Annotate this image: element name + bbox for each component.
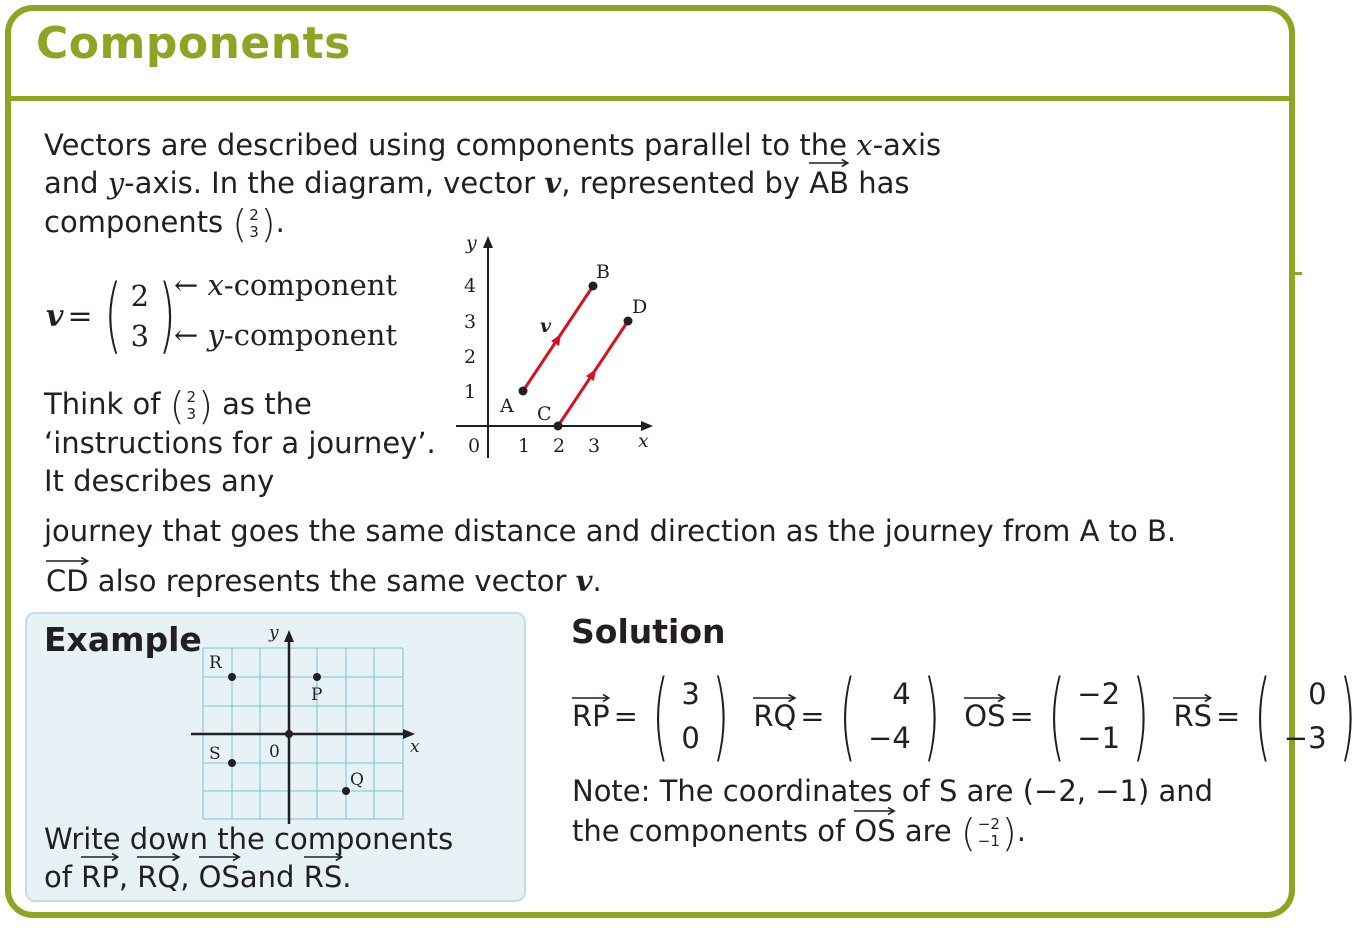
solution-note-line-1: Note: The coordinates of S are (−2, −1) and xyxy=(572,774,1214,808)
equals-sign: = xyxy=(67,298,93,334)
equals-sign: = xyxy=(800,699,825,733)
vector-v-symbol: v xyxy=(544,166,562,200)
vector-arrow-icon xyxy=(854,806,895,816)
vector-definition xyxy=(46,268,183,363)
point-d-label: D xyxy=(632,296,648,318)
vector-os-label: OS xyxy=(964,699,1006,733)
intro-text: , represented by xyxy=(561,166,810,200)
vector-top: 4 xyxy=(892,677,911,711)
vector-rs-label: RS xyxy=(1173,699,1213,733)
note-text: . xyxy=(1016,814,1026,848)
intro-text: . xyxy=(275,205,285,239)
vector-arrow-icon xyxy=(137,852,180,862)
solution-equations xyxy=(572,660,1366,772)
vector-arrow-icon xyxy=(81,852,119,862)
vector-ab xyxy=(809,164,849,202)
vector-rq-label: RQ xyxy=(137,860,181,894)
think-line-3: It describes any xyxy=(44,464,275,498)
vector-arrow-icon xyxy=(809,158,849,168)
vector-cd xyxy=(46,562,89,600)
vector-os-label: OS xyxy=(198,860,240,894)
left-arrow-icon: ← xyxy=(174,268,199,302)
vector-top: −2 xyxy=(977,815,1000,833)
solution-note-line-2 xyxy=(572,811,1026,855)
x-tick-label: 1 xyxy=(518,435,531,457)
component-label: -component xyxy=(223,318,398,352)
point-q-label: Q xyxy=(350,770,364,790)
intro-text: and xyxy=(44,166,108,200)
think-text: as the xyxy=(212,387,312,421)
vector-rp xyxy=(81,858,119,896)
y-symbol: y xyxy=(107,166,125,200)
vector-rq xyxy=(137,858,180,896)
vector-bottom: −1 xyxy=(1077,721,1121,755)
example-task-line-2 xyxy=(44,858,351,896)
vector-ab-label: AB xyxy=(809,166,850,200)
vector-rs xyxy=(1173,699,1212,733)
column-vector: ( 2 3 ) xyxy=(232,202,276,246)
equals-sign: = xyxy=(613,699,638,733)
intro-line-2 xyxy=(44,164,910,202)
vector-bottom: −4 xyxy=(868,721,911,755)
x-tick-label: 3 xyxy=(588,435,601,457)
task-text: , xyxy=(118,860,138,894)
point-c xyxy=(554,422,563,431)
x-component-label xyxy=(174,266,397,304)
vector-rp-label: RP xyxy=(81,860,119,894)
origin-label: 0 xyxy=(468,435,481,457)
vector-v-label: v xyxy=(540,315,552,337)
y-tick-label: 1 xyxy=(464,381,477,403)
note-text: are xyxy=(895,814,961,848)
column-vector-os: ( −2 −1 ) xyxy=(1048,660,1150,772)
point-s xyxy=(228,759,236,767)
think-line-5 xyxy=(46,562,602,600)
vector-bottom: −3 xyxy=(1283,721,1327,755)
equals-sign: = xyxy=(1009,699,1034,733)
vector-rq xyxy=(753,699,796,733)
y-component-label xyxy=(174,316,397,354)
vector-top: 2 xyxy=(186,388,197,406)
edge-marker xyxy=(1292,272,1302,275)
vector-arrow-icon xyxy=(964,693,1005,703)
vector-os xyxy=(964,699,1005,733)
vector-arrow-icon xyxy=(572,693,610,703)
y-axis-arrow-icon xyxy=(284,630,294,642)
column-vector: ( 2 3 ) xyxy=(103,268,176,363)
vector-bottom: −1 xyxy=(977,832,1000,850)
vector-top: 2 xyxy=(249,206,259,224)
task-text: , xyxy=(180,860,199,894)
x-symbol: x xyxy=(207,268,224,302)
point-c-label: C xyxy=(537,403,552,425)
example-heading: Example xyxy=(44,620,202,659)
origin-point xyxy=(285,730,293,738)
y-axis-label: y xyxy=(466,232,477,254)
x-tick-label: 2 xyxy=(553,435,566,457)
vector-bottom: 3 xyxy=(186,405,197,423)
y-axis-arrow-icon xyxy=(483,236,493,248)
origin-label: 0 xyxy=(269,742,280,762)
column-vector-rq: ( 4 −4 ) xyxy=(838,660,940,772)
vector-cd-label: CD xyxy=(46,564,89,598)
vector-bottom: 3 xyxy=(249,223,259,241)
intro-text: Vectors are described using components parallel to the xyxy=(44,128,857,162)
task-text: of xyxy=(44,860,82,894)
x-symbol: x xyxy=(856,128,873,162)
x-axis-label: x xyxy=(638,430,649,452)
intro-line-1 xyxy=(44,126,941,164)
point-a xyxy=(519,387,528,396)
vector-rp-label: RP xyxy=(572,699,610,733)
vector-top: 3 xyxy=(681,677,700,711)
vector-top: 2 xyxy=(130,279,150,313)
vector-rs xyxy=(304,858,343,896)
column-vector-rp: ( 3 0 ) xyxy=(652,660,730,772)
column-vector: ( 2 3 ) xyxy=(169,384,213,428)
intro-text: -axis xyxy=(872,128,942,162)
example-task-line-1: Write down the components xyxy=(44,822,454,856)
intro-text: components xyxy=(44,205,233,239)
intro-line-3 xyxy=(44,202,285,246)
think-text: Think of xyxy=(44,387,170,421)
y-tick-label: 4 xyxy=(464,275,477,297)
component-label: -component xyxy=(223,268,398,302)
example-grid xyxy=(185,620,430,825)
y-symbol: y xyxy=(207,318,224,352)
equals-sign: = xyxy=(1216,699,1241,733)
title-divider xyxy=(5,96,1295,101)
vector-os-label: OS xyxy=(854,814,896,848)
point-a-label: A xyxy=(500,395,514,417)
think-text: . xyxy=(592,564,602,598)
vector-v-symbol: v xyxy=(46,298,64,334)
point-r xyxy=(228,673,236,681)
point-b-label: B xyxy=(596,261,610,283)
intro-text: -axis. In the diagram, vector xyxy=(124,166,545,200)
y-tick-label: 2 xyxy=(464,346,477,368)
task-text: and xyxy=(239,860,304,894)
point-p xyxy=(313,673,321,681)
vector-arrow-icon xyxy=(199,852,240,862)
vector-arrow-icon xyxy=(304,852,343,862)
vector-bottom: 3 xyxy=(130,319,150,353)
think-line-4: journey that goes the same distance and direction as the journey from A to B. xyxy=(44,514,1177,548)
point-p-label: P xyxy=(311,685,323,705)
vector-rs-label: RS xyxy=(303,860,343,894)
y-tick-label: 3 xyxy=(464,311,477,333)
y-axis-label: y xyxy=(269,623,279,643)
left-arrow-icon: ← xyxy=(174,318,199,352)
think-text: also represents the same vector xyxy=(88,564,576,598)
vector-os xyxy=(199,858,240,896)
vector-rp xyxy=(572,699,610,733)
vector-top: 0 xyxy=(1308,677,1327,711)
page-title: Components xyxy=(36,18,351,69)
vector-arrow-icon xyxy=(1173,693,1212,703)
vector-diagram xyxy=(440,230,670,470)
column-vector: ( −2 −1 ) xyxy=(960,811,1017,855)
think-line-1 xyxy=(44,384,312,428)
vector-top: −2 xyxy=(1077,677,1121,711)
x-axis-label: x xyxy=(410,737,420,757)
task-text: . xyxy=(342,860,352,894)
vector-bottom: 0 xyxy=(681,721,700,755)
vector-arrow-icon xyxy=(46,556,89,566)
vector-os xyxy=(854,812,895,850)
point-q xyxy=(342,787,350,795)
note-text: the components of xyxy=(572,814,855,848)
vector-v-symbol: v xyxy=(575,564,593,598)
solution-heading: Solution xyxy=(571,612,726,651)
column-vector-rs: ( 0 −3 ) xyxy=(1254,660,1356,772)
think-line-2: ‘instructions for a journey’. xyxy=(44,426,436,460)
point-r-label: R xyxy=(209,653,222,673)
point-s-label: S xyxy=(209,744,221,764)
vector-rq-label: RQ xyxy=(753,699,797,733)
intro-text: has xyxy=(849,166,910,200)
vector-arrow-icon xyxy=(753,693,796,703)
